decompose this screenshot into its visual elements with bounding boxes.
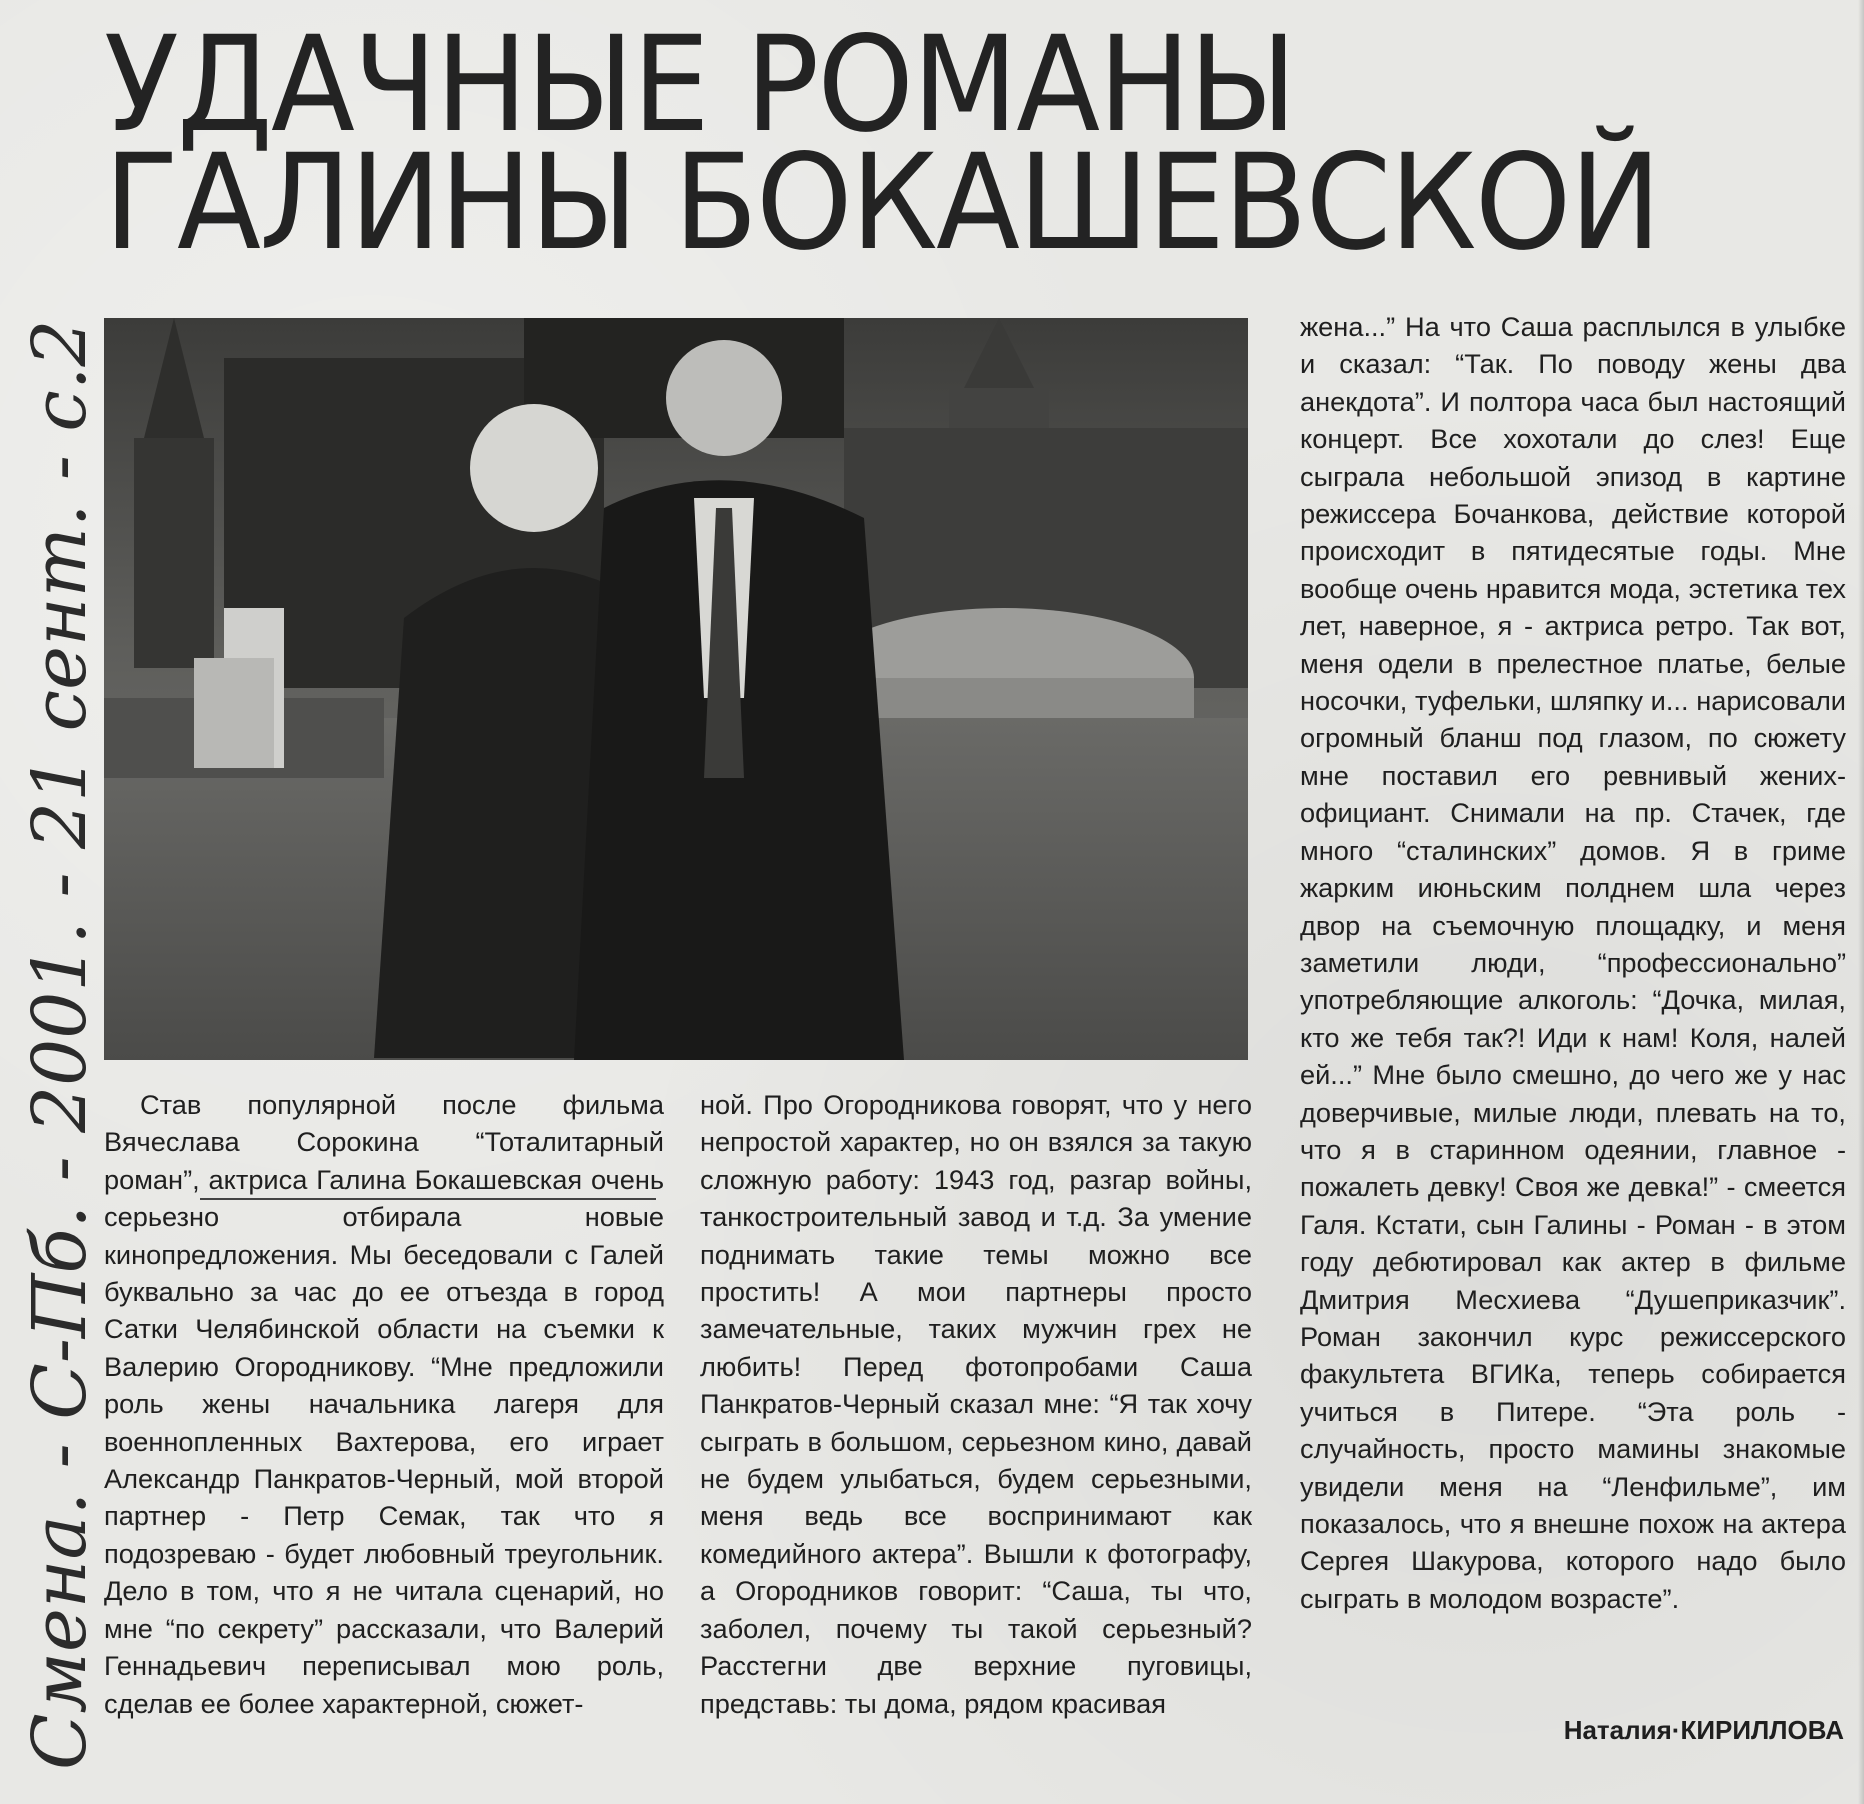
article-column-3: жена...” На что Саша расплылся в улыбке и сказал: “Так. По поводу жены два анекдота”. И полтора часа был настоящий концерт. Все хохотали до слез! Еще сыграла небольшой эпизод в картине режиссера Бочанкова, действие которой происходит в пятидесятые годы. Мне вообще очень нравится мода, эстетика тех лет, наверное, я - актриса ретро. Так вот, меня одели в прелестное платье, белые носочки, туфельки, шляпку и... нарисовали огромный бланш под глазом, по сюжету мне поставил его ревнивый жених-официант. Снимали на пр. Стачек, где много “сталинских” домов. Я в гриме жарким июньским полднем шла через двор на съемочную площадку, и меня заметили люди, “профессионально” употребляющие алкоголь: “Дочка, милая, кто же тебя так?! Иди к нам! Коля, налей ей...” Мне было смешно, до чего же у нас доверчивые, милые люди, плевать на то, что я в старинном одеянии, главное - пожалеть девку! Своя же девка!” - смеется Галя. Кстати, сын Галины - Роман - в этом году дебютировал как актер в фильме Дмитрия Месхиева “Душеприказчик”. Роман закончил курс режиссерского факультета ВГИКа, теперь собирается учиться в Питере. “Эта роль - случайность, просто мамины знакомые увидели меня на “Ленфильме”, им показалось, что я внешне похож на актера Сергея Шакурова, которого надо было сыграть в молодом возрасте”. xyxy=(1300,311,1846,1614)
headline-line-2: ГАЛИНЫ БОКАШЕВСКОЙ xyxy=(104,126,1660,280)
article-photo xyxy=(104,318,1248,1060)
article-column-2: ной. Про Огородникова говорят, что у него непростой характер, но он взялся за такую сложную работу: 1943 год, разгар войны, танкостроительный завод и т.д. За умение поднимать такие темы можно все простить! А мои партнеры просто замечательные, таких мужчин грех не любить! Перед фотопробами Саша Панкратов-Черный сказал мне: “Я так хочу сыграть в большом, серьезном кино, давай не будем улыбаться, будем серьезными, меня ведь все воспринимают как комедийного актера”. Вышли к фотографу, а Огородников говорит: “Саша, ты что, заболел, почему ты такой серьезный? Расстегни две верхние пуговицы, представь: ты дома, рядом красивая xyxy=(700,1089,1252,1719)
headline-line-1: УДАЧНЫЕ РОМАНЫ xyxy=(104,8,1296,162)
scan-edge-shadow xyxy=(1858,0,1864,1804)
headline xyxy=(104,8,1660,280)
handwritten-underline xyxy=(200,1198,656,1200)
photo-actress-and-partner-icon xyxy=(104,318,1248,1060)
article-column-1: Став популярной после фильма Вячеслава Сорокина “Тоталитарный роман”, актриса Галина Бокашевская очень серьезно отбирала новые кинопредложения. Мы беседовали с Галей буквально за час до ее отъезда в город Сатки Челябинской области на съемки к Валерию Огородникову. “Мне предложили роль жены начальника лагеря для военнопленных Вахтерова, его играет Александр Панкратов-Черный, мой второй партнер - Петр Семак, так что я подозреваю - будет любовный треугольник. Дело в том, что я не читала сценарий, но мне “по секрету” рассказали, что Валерий Геннадьевич переписывал мою роль, сделав ее более характерной, сюжет- xyxy=(104,1089,664,1719)
author-byline: Наталия·КИРИЛЛОВА xyxy=(1563,1715,1844,1745)
handwritten-source-note: Смена. - С-Пб. - 2001. - 21 сент. - с.2 xyxy=(17,319,103,1770)
